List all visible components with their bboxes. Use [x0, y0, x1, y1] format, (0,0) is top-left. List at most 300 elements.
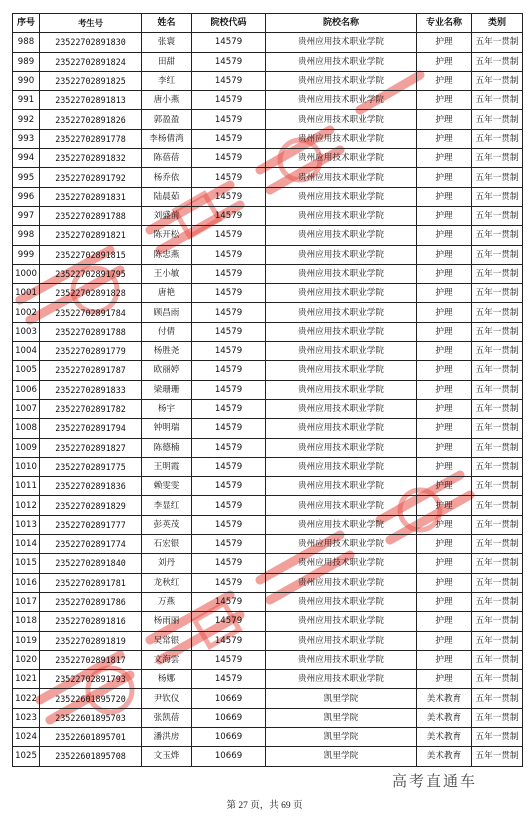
col-name-cell: 刘丹: [142, 554, 192, 573]
col-serial-cell: 1011: [13, 477, 40, 496]
col-major-cell: 护理: [417, 226, 472, 245]
col-school-name-cell: 贵州应用技术职业学院: [266, 592, 417, 611]
col-major-cell: 护理: [417, 515, 472, 534]
col-name-cell: 田甜: [142, 52, 192, 71]
col-category-cell: 五年一贯制: [472, 419, 523, 438]
col-school-name-cell: 凯里学院: [266, 727, 417, 746]
col-name-cell: 钟明瑞: [142, 419, 192, 438]
col-serial-cell: 994: [13, 149, 40, 168]
col-category-cell: 五年一贯制: [472, 689, 523, 708]
col-exam-id-cell: 23522702891786: [40, 592, 142, 611]
table-row: [13, 689, 523, 708]
header-col-name: 姓名: [142, 14, 192, 33]
col-category-cell: 五年一贯制: [472, 303, 523, 322]
table-row: [13, 554, 523, 573]
header-col-exam-id: 考生号: [40, 14, 142, 33]
col-school-code-cell: 10669: [192, 689, 266, 708]
col-major-cell: 护理: [417, 187, 472, 206]
col-school-code-cell: 14579: [192, 322, 266, 341]
table-row: [13, 264, 523, 283]
col-name-cell: 石宏银: [142, 535, 192, 554]
table-row: [13, 535, 523, 554]
col-serial-cell: 990: [13, 71, 40, 90]
col-name-cell: 王小敏: [142, 264, 192, 283]
col-serial-cell: 1020: [13, 650, 40, 669]
col-school-code-cell: 14579: [192, 496, 266, 515]
col-exam-id-cell: 23522702891792: [40, 168, 142, 187]
col-school-name-cell: 贵州应用技术职业学院: [266, 342, 417, 361]
col-exam-id-cell: 23522702891816: [40, 612, 142, 631]
table-row: [13, 399, 523, 418]
col-serial-cell: 1006: [13, 380, 40, 399]
col-serial-cell: 1014: [13, 535, 40, 554]
col-name-cell: 唐艳: [142, 284, 192, 303]
col-school-name-cell: 贵州应用技术职业学院: [266, 419, 417, 438]
col-name-cell: 陈开松: [142, 226, 192, 245]
col-category-cell: 五年一贯制: [472, 496, 523, 515]
col-category-cell: 五年一贯制: [472, 168, 523, 187]
header-col-school-name: 院校名称: [266, 14, 417, 33]
col-serial-cell: 1003: [13, 322, 40, 341]
col-name-cell: 陈德楠: [142, 438, 192, 457]
col-school-name-cell: 凯里学院: [266, 689, 417, 708]
col-major-cell: 护理: [417, 399, 472, 418]
col-major-cell: 护理: [417, 554, 472, 573]
col-serial-cell: 991: [13, 91, 40, 110]
col-major-cell: 护理: [417, 457, 472, 476]
col-name-cell: 唐小燕: [142, 91, 192, 110]
col-school-code-cell: 14579: [192, 303, 266, 322]
col-category-cell: 五年一贯制: [472, 670, 523, 689]
col-category-cell: 五年一贯制: [472, 747, 523, 766]
col-major-cell: 护理: [417, 612, 472, 631]
col-serial-cell: 1024: [13, 727, 40, 746]
col-category-cell: 五年一贯制: [472, 380, 523, 399]
col-serial-cell: 1005: [13, 361, 40, 380]
table-row: [13, 515, 523, 534]
col-serial-cell: 1001: [13, 284, 40, 303]
col-exam-id-cell: 23522702891794: [40, 419, 142, 438]
table-row: [13, 670, 523, 689]
col-serial-cell: 993: [13, 129, 40, 148]
col-exam-id-cell: 23522702891826: [40, 110, 142, 129]
col-category-cell: 五年一贯制: [472, 110, 523, 129]
col-school-name-cell: 贵州应用技术职业学院: [266, 71, 417, 90]
col-serial-cell: 1022: [13, 689, 40, 708]
col-category-cell: 五年一贯制: [472, 612, 523, 631]
col-school-code-cell: 14579: [192, 670, 266, 689]
col-school-name-cell: 贵州应用技术职业学院: [266, 361, 417, 380]
col-exam-id-cell: 23522702891815: [40, 245, 142, 264]
col-school-code-cell: 10669: [192, 708, 266, 727]
col-category-cell: 五年一贯制: [472, 322, 523, 341]
col-school-name-cell: 贵州应用技术职业学院: [266, 380, 417, 399]
col-major-cell: 护理: [417, 245, 472, 264]
col-school-name-cell: 贵州应用技术职业学院: [266, 33, 417, 52]
col-major-cell: 护理: [417, 631, 472, 650]
admission-table: [12, 13, 523, 767]
table-row: [13, 303, 523, 322]
col-name-cell: 刘盛前: [142, 206, 192, 225]
table-row: [13, 380, 523, 399]
col-school-code-cell: 14579: [192, 612, 266, 631]
col-exam-id-cell: 23522702891829: [40, 496, 142, 515]
col-major-cell: 护理: [417, 110, 472, 129]
table-row: [13, 52, 523, 71]
col-exam-id-cell: 23522702891788: [40, 206, 142, 225]
col-name-cell: 张凯蓓: [142, 708, 192, 727]
col-name-cell: 杨宇: [142, 399, 192, 418]
col-name-cell: 陈忠燕: [142, 245, 192, 264]
col-school-code-cell: 14579: [192, 342, 266, 361]
col-school-name-cell: 贵州应用技术职业学院: [266, 399, 417, 418]
col-serial-cell: 1004: [13, 342, 40, 361]
col-category-cell: 五年一贯制: [472, 91, 523, 110]
col-major-cell: 护理: [417, 573, 472, 592]
col-category-cell: 五年一贯制: [472, 399, 523, 418]
table-row: [13, 612, 523, 631]
col-school-name-cell: 贵州应用技术职业学院: [266, 535, 417, 554]
col-school-name-cell: 贵州应用技术职业学院: [266, 477, 417, 496]
col-exam-id-cell: 23522702891828: [40, 284, 142, 303]
col-exam-id-cell: 23522702891779: [40, 342, 142, 361]
col-school-code-cell: 14579: [192, 380, 266, 399]
col-name-cell: 文玉烨: [142, 747, 192, 766]
col-name-cell: 潘洪房: [142, 727, 192, 746]
brand-label: 高考直通车: [392, 772, 478, 790]
col-exam-id-cell: 23522601895720: [40, 689, 142, 708]
col-exam-id-cell: 23522702891831: [40, 187, 142, 206]
col-school-name-cell: 贵州应用技术职业学院: [266, 303, 417, 322]
col-school-code-cell: 14579: [192, 226, 266, 245]
col-school-name-cell: 贵州应用技术职业学院: [266, 322, 417, 341]
table-row: [13, 284, 523, 303]
col-category-cell: 五年一贯制: [472, 650, 523, 669]
col-major-cell: 护理: [417, 303, 472, 322]
col-exam-id-cell: 23522702891774: [40, 535, 142, 554]
col-major-cell: 护理: [417, 129, 472, 148]
col-name-cell: 郭盈盈: [142, 110, 192, 129]
col-name-cell: 杨胜尧: [142, 342, 192, 361]
col-major-cell: 护理: [417, 535, 472, 554]
col-exam-id-cell: 23522702891793: [40, 670, 142, 689]
table-row: [13, 149, 523, 168]
table-row: [13, 419, 523, 438]
col-major-cell: 美术教育: [417, 747, 472, 766]
col-school-name-cell: 贵州应用技术职业学院: [266, 650, 417, 669]
col-major-cell: 护理: [417, 168, 472, 187]
col-exam-id-cell: 23522702891819: [40, 631, 142, 650]
table-row: [13, 187, 523, 206]
col-school-name-cell: 贵州应用技术职业学院: [266, 206, 417, 225]
header-col-major: 专业名称: [417, 14, 472, 33]
col-major-cell: 护理: [417, 670, 472, 689]
page-footer: 第 27 页，共 69 页: [226, 801, 303, 811]
table-row: [13, 129, 523, 148]
col-serial-cell: 1007: [13, 399, 40, 418]
col-name-cell: 顾昌雨: [142, 303, 192, 322]
col-school-code-cell: 14579: [192, 187, 266, 206]
col-school-name-cell: 贵州应用技术职业学院: [266, 245, 417, 264]
col-category-cell: 五年一贯制: [472, 129, 523, 148]
col-school-code-cell: 14579: [192, 110, 266, 129]
col-school-code-cell: 14579: [192, 284, 266, 303]
col-name-cell: 龙秋红: [142, 573, 192, 592]
col-category-cell: 五年一贯制: [472, 342, 523, 361]
col-exam-id-cell: 23522702891833: [40, 380, 142, 399]
col-exam-id-cell: 23522702891830: [40, 33, 142, 52]
col-school-name-cell: 凯里学院: [266, 747, 417, 766]
table-row: [13, 33, 523, 52]
col-major-cell: 护理: [417, 477, 472, 496]
col-category-cell: 五年一贯制: [472, 361, 523, 380]
col-exam-id-cell: 23522702891784: [40, 303, 142, 322]
col-category-cell: 五年一贯制: [472, 457, 523, 476]
col-category-cell: 五年一贯制: [472, 477, 523, 496]
col-school-name-cell: 贵州应用技术职业学院: [266, 457, 417, 476]
col-major-cell: 护理: [417, 206, 472, 225]
header-col-category: 类别: [472, 14, 523, 33]
col-category-cell: 五年一贯制: [472, 187, 523, 206]
col-category-cell: 五年一贯制: [472, 149, 523, 168]
col-serial-cell: 989: [13, 52, 40, 71]
admission-list-sheet: [12, 13, 519, 767]
col-major-cell: 护理: [417, 33, 472, 52]
col-name-cell: 杨乔依: [142, 168, 192, 187]
col-category-cell: 五年一贯制: [472, 631, 523, 650]
col-exam-id-cell: 23522702891840: [40, 554, 142, 573]
col-serial-cell: 1015: [13, 554, 40, 573]
col-school-code-cell: 14579: [192, 149, 266, 168]
col-serial-cell: 1000: [13, 264, 40, 283]
table-header-row: [13, 14, 523, 33]
col-serial-cell: 1013: [13, 515, 40, 534]
col-serial-cell: 992: [13, 110, 40, 129]
col-serial-cell: 1023: [13, 708, 40, 727]
col-major-cell: 护理: [417, 264, 472, 283]
col-school-name-cell: 贵州应用技术职业学院: [266, 91, 417, 110]
col-exam-id-cell: 23522702891782: [40, 399, 142, 418]
table-row: [13, 226, 523, 245]
col-serial-cell: 1010: [13, 457, 40, 476]
col-school-name-cell: 贵州应用技术职业学院: [266, 149, 417, 168]
table-row: [13, 457, 523, 476]
col-name-cell: 王明霞: [142, 457, 192, 476]
col-school-code-cell: 14579: [192, 457, 266, 476]
table-row: [13, 71, 523, 90]
table-row: [13, 91, 523, 110]
col-school-code-cell: 14579: [192, 129, 266, 148]
col-name-cell: 尹钦仪: [142, 689, 192, 708]
col-name-cell: 欧丽婷: [142, 361, 192, 380]
col-major-cell: 护理: [417, 52, 472, 71]
col-exam-id-cell: 23522702891825: [40, 71, 142, 90]
header-col-school-code: 院校代码: [192, 14, 266, 33]
col-major-cell: 护理: [417, 342, 472, 361]
table-row: [13, 438, 523, 457]
col-name-cell: 付倩: [142, 322, 192, 341]
col-name-cell: 陆晨茹: [142, 187, 192, 206]
col-school-name-cell: 贵州应用技术职业学院: [266, 631, 417, 650]
col-category-cell: 五年一贯制: [472, 284, 523, 303]
col-major-cell: 护理: [417, 380, 472, 399]
col-category-cell: 五年一贯制: [472, 554, 523, 573]
col-school-code-cell: 14579: [192, 264, 266, 283]
col-school-code-cell: 14579: [192, 33, 266, 52]
col-school-name-cell: 贵州应用技术职业学院: [266, 573, 417, 592]
table-row: [13, 477, 523, 496]
col-major-cell: 护理: [417, 91, 472, 110]
col-school-code-cell: 14579: [192, 650, 266, 669]
col-major-cell: 护理: [417, 149, 472, 168]
col-major-cell: 护理: [417, 650, 472, 669]
table-body: [13, 33, 523, 766]
col-exam-id-cell: 23522702891788: [40, 322, 142, 341]
table-row: [13, 322, 523, 341]
table-row: [13, 708, 523, 727]
col-exam-id-cell: 23522702891778: [40, 129, 142, 148]
col-exam-id-cell: 23522702891781: [40, 573, 142, 592]
col-category-cell: 五年一贯制: [472, 573, 523, 592]
table-row: [13, 342, 523, 361]
col-category-cell: 五年一贯制: [472, 727, 523, 746]
col-school-name-cell: 贵州应用技术职业学院: [266, 226, 417, 245]
col-name-cell: 杨雨丽: [142, 612, 192, 631]
col-name-cell: 李显红: [142, 496, 192, 515]
col-serial-cell: 1017: [13, 592, 40, 611]
col-category-cell: 五年一贯制: [472, 535, 523, 554]
col-major-cell: 美术教育: [417, 689, 472, 708]
table-row: [13, 573, 523, 592]
col-category-cell: 五年一贯制: [472, 206, 523, 225]
col-school-code-cell: 14579: [192, 91, 266, 110]
col-school-code-cell: 14579: [192, 71, 266, 90]
col-category-cell: 五年一贯制: [472, 592, 523, 611]
col-serial-cell: 1021: [13, 670, 40, 689]
col-serial-cell: 1002: [13, 303, 40, 322]
col-school-code-cell: 14579: [192, 168, 266, 187]
col-exam-id-cell: 23522702891836: [40, 477, 142, 496]
col-major-cell: 护理: [417, 71, 472, 90]
col-school-code-cell: 14579: [192, 245, 266, 264]
col-name-cell: 彭英茂: [142, 515, 192, 534]
col-school-code-cell: 14579: [192, 592, 266, 611]
col-major-cell: 护理: [417, 361, 472, 380]
table-row: [13, 631, 523, 650]
col-name-cell: 张寰: [142, 33, 192, 52]
table-row: [13, 727, 523, 746]
col-name-cell: 陈蓓蓓: [142, 149, 192, 168]
col-category-cell: 五年一贯制: [472, 245, 523, 264]
col-major-cell: 美术教育: [417, 727, 472, 746]
table-row: [13, 496, 523, 515]
col-exam-id-cell: 23522702891821: [40, 226, 142, 245]
col-school-name-cell: 贵州应用技术职业学院: [266, 515, 417, 534]
col-serial-cell: 997: [13, 206, 40, 225]
col-major-cell: 护理: [417, 592, 472, 611]
col-school-code-cell: 10669: [192, 747, 266, 766]
col-name-cell: 李杨倩湾: [142, 129, 192, 148]
table-row: [13, 747, 523, 766]
col-major-cell: 美术教育: [417, 708, 472, 727]
col-school-code-cell: 14579: [192, 573, 266, 592]
table-row: [13, 168, 523, 187]
col-serial-cell: 998: [13, 226, 40, 245]
col-school-code-cell: 14579: [192, 477, 266, 496]
col-exam-id-cell: 23522702891813: [40, 91, 142, 110]
col-serial-cell: 1025: [13, 747, 40, 766]
col-name-cell: 李红: [142, 71, 192, 90]
col-category-cell: 五年一贯制: [472, 226, 523, 245]
col-major-cell: 护理: [417, 419, 472, 438]
col-name-cell: 文海雲: [142, 650, 192, 669]
col-category-cell: 五年一贯制: [472, 71, 523, 90]
col-serial-cell: 999: [13, 245, 40, 264]
table-row: [13, 592, 523, 611]
col-exam-id-cell: 23522702891777: [40, 515, 142, 534]
col-name-cell: 赖雯雯: [142, 477, 192, 496]
col-category-cell: 五年一贯制: [472, 708, 523, 727]
col-school-name-cell: 贵州应用技术职业学院: [266, 110, 417, 129]
col-serial-cell: 995: [13, 168, 40, 187]
col-category-cell: 五年一贯制: [472, 515, 523, 534]
col-school-name-cell: 贵州应用技术职业学院: [266, 168, 417, 187]
col-exam-id-cell: 23522702891775: [40, 457, 142, 476]
col-name-cell: 吴常银: [142, 631, 192, 650]
col-school-code-cell: 14579: [192, 419, 266, 438]
col-exam-id-cell: 23522601895701: [40, 727, 142, 746]
col-school-code-cell: 14579: [192, 554, 266, 573]
col-serial-cell: 1008: [13, 419, 40, 438]
col-school-code-cell: 10669: [192, 727, 266, 746]
col-serial-cell: 1018: [13, 612, 40, 631]
col-category-cell: 五年一贯制: [472, 438, 523, 457]
col-serial-cell: 996: [13, 187, 40, 206]
col-major-cell: 护理: [417, 496, 472, 515]
col-school-code-cell: 14579: [192, 206, 266, 225]
col-exam-id-cell: 23522601895708: [40, 747, 142, 766]
col-category-cell: 五年一贯制: [472, 52, 523, 71]
col-category-cell: 五年一贯制: [472, 33, 523, 52]
col-school-name-cell: 贵州应用技术职业学院: [266, 554, 417, 573]
col-school-code-cell: 14579: [192, 361, 266, 380]
col-exam-id-cell: 23522702891832: [40, 149, 142, 168]
col-school-name-cell: 贵州应用技术职业学院: [266, 187, 417, 206]
col-serial-cell: 1012: [13, 496, 40, 515]
col-school-code-cell: 14579: [192, 631, 266, 650]
col-serial-cell: 1016: [13, 573, 40, 592]
col-exam-id-cell: 23522702891787: [40, 361, 142, 380]
col-major-cell: 护理: [417, 284, 472, 303]
col-serial-cell: 1009: [13, 438, 40, 457]
col-exam-id-cell: 23522702891817: [40, 650, 142, 669]
col-school-code-cell: 14579: [192, 535, 266, 554]
col-exam-id-cell: 23522702891824: [40, 52, 142, 71]
col-school-code-cell: 14579: [192, 438, 266, 457]
col-name-cell: 梁珊珊: [142, 380, 192, 399]
col-serial-cell: 1019: [13, 631, 40, 650]
col-school-name-cell: 贵州应用技术职业学院: [266, 264, 417, 283]
table-row: [13, 110, 523, 129]
col-school-name-cell: 贵州应用技术职业学院: [266, 438, 417, 457]
col-school-name-cell: 贵州应用技术职业学院: [266, 670, 417, 689]
table-row: [13, 206, 523, 225]
col-school-name-cell: 贵州应用技术职业学院: [266, 496, 417, 515]
col-name-cell: 杨娜: [142, 670, 192, 689]
col-school-name-cell: 贵州应用技术职业学院: [266, 52, 417, 71]
header-col-serial: 序号: [13, 14, 40, 33]
col-major-cell: 护理: [417, 322, 472, 341]
